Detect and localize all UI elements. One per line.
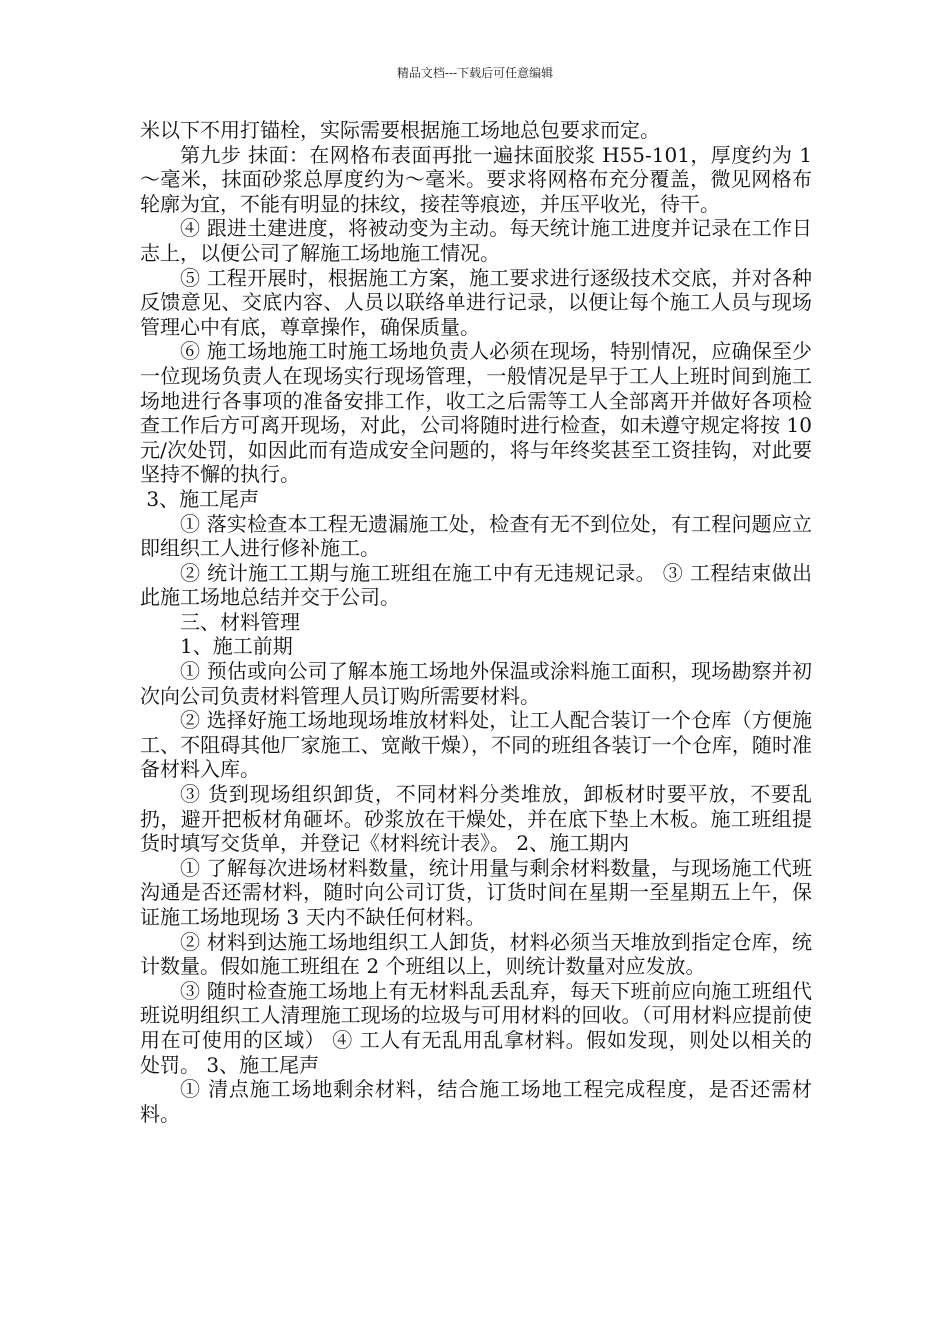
paragraph: ④ 跟进土建进度，将被动变为主动。每天统计施工进度并记录在工作日志上，以便公司了解施工场地施工情况。 [140,216,812,265]
paragraph: ② 选择好施工场地现场堆放材料处，让工人配合装订一个仓库（方便施工、不阻碍其他厂家施工、宽敞干燥），不同的班组各装订一个仓库，随时准备材料入库。 [140,708,812,782]
paragraph: ③ 货到现场组织卸货，不同材料分类堆放，卸板材时要平放，不要乱扔，避开把板材角砸坏。砂浆放在干燥处，并在底下垫上木板。施工班组提货时填写交货单，并登记《材料统计表》。 2、施工期内 [140,782,812,856]
paragraph: ① 预估或向公司了解本施工场地外保温或涂料施工面积，现场勘察并初次向公司负责材料管理人员订购所需要材料。 [140,659,812,708]
paragraph: ① 清点施工场地剩余材料，结合施工场地工程完成程度，是否还需材料。 [140,1077,812,1126]
document-body [140,118,812,1126]
paragraph: ③ 随时检查施工场地上有无材料乱丢乱弃，每天下班前应向施工班组代班说明组织工人清理施工现场的垃圾与可用材料的回收。（可用材料应提前使用在可使用的区域） ④ 工人有无乱用乱拿材料。假如发现，则处以相关的处罚。 3、施工尾声 [140,978,812,1077]
paragraph: ② 统计施工工期与施工班组在施工中有无违规记录。 ③ 工程结束做出此施工场地总结并交于公司。 [140,560,812,610]
paragraph: ⑥ 施工场地施工时施工场地负责人必须在现场，特别情况，应确保至少一位现场负责人在现场实行现场管理，一般情况是早于工人上班时间到施工场地进行各事项的准备安排工作，收工之后需等工人全部离开并做好各项检查工作后方可离开现场，对此，公司将随时进行检查，如未遵守规定将按 10 元/次处罚，如因此而有造成安全问题的，将与年终奖甚至工资挂钩，对此要坚持不懈的执行。 [140,339,812,487]
section-heading: 1、施工前期 [180,634,293,659]
paragraph: ① 落实检查本工程无遗漏施工处，检查有无不到位处，有工程问题应立即组织工人进行修补施工。 [140,511,812,561]
section-heading: 3、施工尾声 [140,486,260,511]
paragraph: ① 了解每次进场材料数量，统计用量与剩余材料数量，与现场施工代班沟通是否还需材料，随时向公司订货，订货时间在星期一至星期五上午，保证施工场地现场 3 天内不缺任何材料。 [140,855,812,929]
paragraph: ⑤ 工程开展时，根据施工方案，施工要求进行逐级技术交底，并对各种反馈意见、交底内容、人员以联络单进行记录，以便让每个施工人员与现场管理心中有底，尊章操作，确保质量。 [140,265,812,339]
section-heading: 三、材料管理 [180,609,300,634]
paragraph: ② 材料到达施工场地组织工人卸货，材料必须当天堆放到指定仓库，统计数量。假如施工班组在 2 个班组以上，则统计数量对应发放。 [140,929,812,979]
page-header: 精品文档---下载后可任意编辑 [396,66,554,80]
paragraph: 第九步 抹面：在网格布表面再批一遍抹面胶浆 H55-101，厚度约为 1～毫米，抹面砂浆总厚度约为～毫米。要求将网格布充分覆盖，微见网格布轮廓为宜，不能有明显的抹纹，接茬等痕迹，并压平收光，待干。 [140,142,812,216]
paragraph: 米以下不用打锚栓，实际需要根据施工场地总包要求而定。 [140,118,660,142]
